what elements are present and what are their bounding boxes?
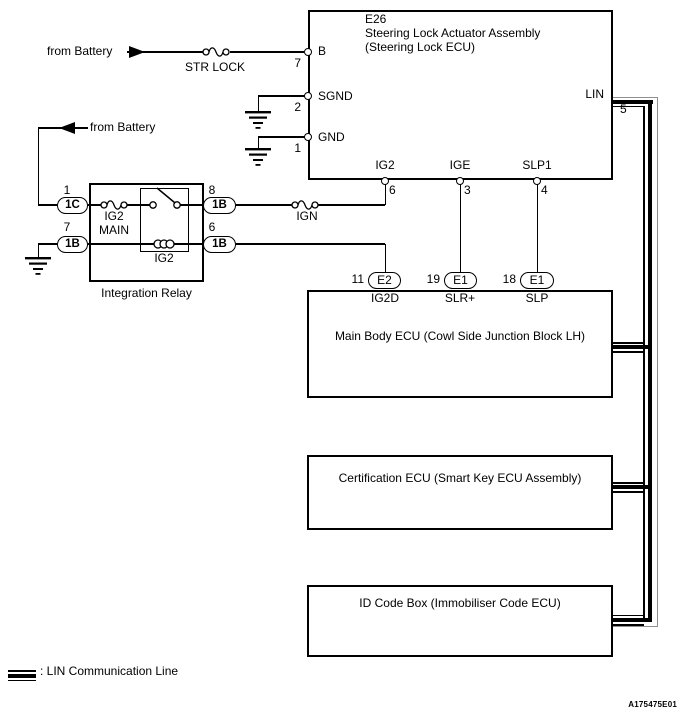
- integration-relay-label: Integration Relay: [101, 286, 192, 300]
- lin-bus-line: [613, 351, 644, 353]
- connector-label: 1B: [212, 199, 227, 211]
- lin-bus-line: [648, 100, 652, 622]
- connector-label: E2: [377, 273, 392, 287]
- pin-slp1: [533, 177, 541, 185]
- main-body-ecu-box: [307, 290, 613, 398]
- wire: [38, 243, 57, 245]
- main-body-ecu-label: Main Body ECU (Cowl Side Junction Block LH): [334, 329, 586, 343]
- ig2d-label: IG2D: [370, 291, 399, 305]
- legend-lin-symbol: [8, 680, 36, 682]
- wire: [318, 204, 385, 206]
- connector-label: E1: [453, 273, 468, 287]
- connector-1b-6: [203, 236, 236, 253]
- from-battery-left: from Battery: [90, 120, 156, 134]
- pin-ige-label: IGE: [449, 158, 471, 172]
- connector-e1-18: [520, 272, 554, 289]
- fuse-str-lock-icon: [198, 44, 234, 60]
- relay-1b6-number: 6: [208, 220, 216, 234]
- connector-1c: [57, 197, 88, 214]
- lin-bus-line: [613, 100, 653, 104]
- lin-bus-line: [613, 482, 644, 484]
- lin-bus-line: [613, 491, 644, 493]
- wire: [38, 204, 57, 206]
- lin-bus-line: [643, 106, 645, 618]
- wire: [38, 243, 40, 257]
- pin-sgnd-label: SGND: [318, 89, 353, 103]
- pin-slp1-label: SLP1: [522, 158, 552, 172]
- lin-bus-line: [613, 615, 644, 617]
- pin-slp1-number: 4: [541, 183, 548, 197]
- connector-e1-19: [444, 272, 477, 289]
- relay-coil-icon: [150, 236, 178, 252]
- id-code-box-label: ID Code Box (Immobiliser Code ECU): [359, 596, 561, 610]
- pin-b-number: 7: [294, 56, 301, 70]
- pin-ig2-label: IG2: [375, 158, 395, 172]
- fuse-ig2-main-label-1: IG2: [104, 209, 124, 223]
- lin-bus-line: [613, 618, 652, 622]
- pin-b-label: B: [318, 44, 327, 58]
- lin-bus-line: [613, 106, 644, 108]
- pin-gnd-number: 1: [294, 141, 301, 155]
- connector-label: 1C: [65, 199, 80, 211]
- lin-bus-line: [613, 485, 652, 489]
- e26-code: E26: [365, 12, 387, 26]
- lin-bus-line: [613, 97, 658, 98]
- connector-label: E1: [529, 273, 545, 287]
- relay-1b7-number: 7: [63, 220, 71, 234]
- certification-ecu-label: Certification ECU (Smart Key ECU Assembly): [338, 471, 582, 485]
- e26-subname: (Steering Lock ECU): [365, 40, 476, 54]
- ground-icon: [25, 257, 51, 279]
- wire: [259, 136, 305, 138]
- pin-ig2-number: 6: [389, 183, 396, 197]
- wire: [258, 136, 260, 148]
- legend-lin-symbol: [8, 670, 36, 672]
- relay-coil-label: IG2: [154, 251, 174, 265]
- wire: [236, 204, 292, 206]
- lin-bus-line: [613, 626, 658, 627]
- connector-1b-8: [203, 197, 236, 214]
- fuse-ig2-main-label-2: MAIN: [99, 223, 129, 237]
- relay-1c-number: 1: [63, 183, 71, 197]
- pin-ig2: [381, 177, 389, 185]
- connector-1b-7: [57, 236, 88, 253]
- connector-e2: [368, 272, 401, 289]
- wire: [38, 127, 40, 205]
- from-battery-top: from Battery: [47, 44, 113, 58]
- e1-19-number: 19: [426, 272, 440, 286]
- lin-bus-line: [613, 342, 644, 344]
- legend-lin-symbol: [8, 674, 36, 678]
- fuse-str-lock-label: STR LOCK: [184, 60, 245, 74]
- pin-lin-number: 5: [620, 102, 627, 116]
- ground-icon: [245, 148, 271, 170]
- wire: [258, 95, 260, 111]
- pin-sgnd-number: 2: [294, 100, 301, 114]
- legend-lin-text: : LIN Communication Line: [40, 664, 179, 678]
- certification-ecu-box: [307, 455, 613, 530]
- lin-bus-line: [657, 97, 658, 627]
- pin-ige: [456, 177, 464, 185]
- pin-ige-number: 3: [464, 183, 471, 197]
- relay-switch-icon: [146, 184, 186, 212]
- connector-label: 1B: [212, 238, 227, 250]
- pin-gnd-label: GND: [318, 130, 345, 144]
- figure-code: A175475E01: [628, 700, 677, 709]
- wire: [385, 244, 387, 272]
- pin-b: [304, 48, 312, 56]
- arrow-left-icon: [57, 122, 75, 134]
- e26-name: Steering Lock Actuator Assembly: [365, 26, 541, 40]
- arrow-right-icon: [129, 46, 147, 58]
- wire: [460, 181, 462, 272]
- wire: [385, 181, 387, 205]
- wire: [230, 51, 304, 53]
- wire: [259, 95, 305, 97]
- pin-gnd: [304, 133, 312, 141]
- pin-sgnd: [304, 92, 312, 100]
- pin-lin-label: LIN: [585, 87, 604, 101]
- lin-bus-line: [613, 345, 652, 349]
- wire: [236, 243, 385, 245]
- wire: [537, 181, 539, 272]
- relay-1b8-number: 8: [208, 183, 216, 197]
- connector-label: 1B: [65, 238, 80, 250]
- wire: [88, 243, 203, 245]
- slr-label: SLR+: [444, 291, 476, 305]
- ground-icon: [245, 111, 271, 133]
- slp-label: SLP: [525, 291, 549, 305]
- fuse-ign-label: IGN: [296, 209, 318, 223]
- e2-number: 11: [351, 272, 364, 286]
- e1-18-number: 18: [502, 272, 516, 286]
